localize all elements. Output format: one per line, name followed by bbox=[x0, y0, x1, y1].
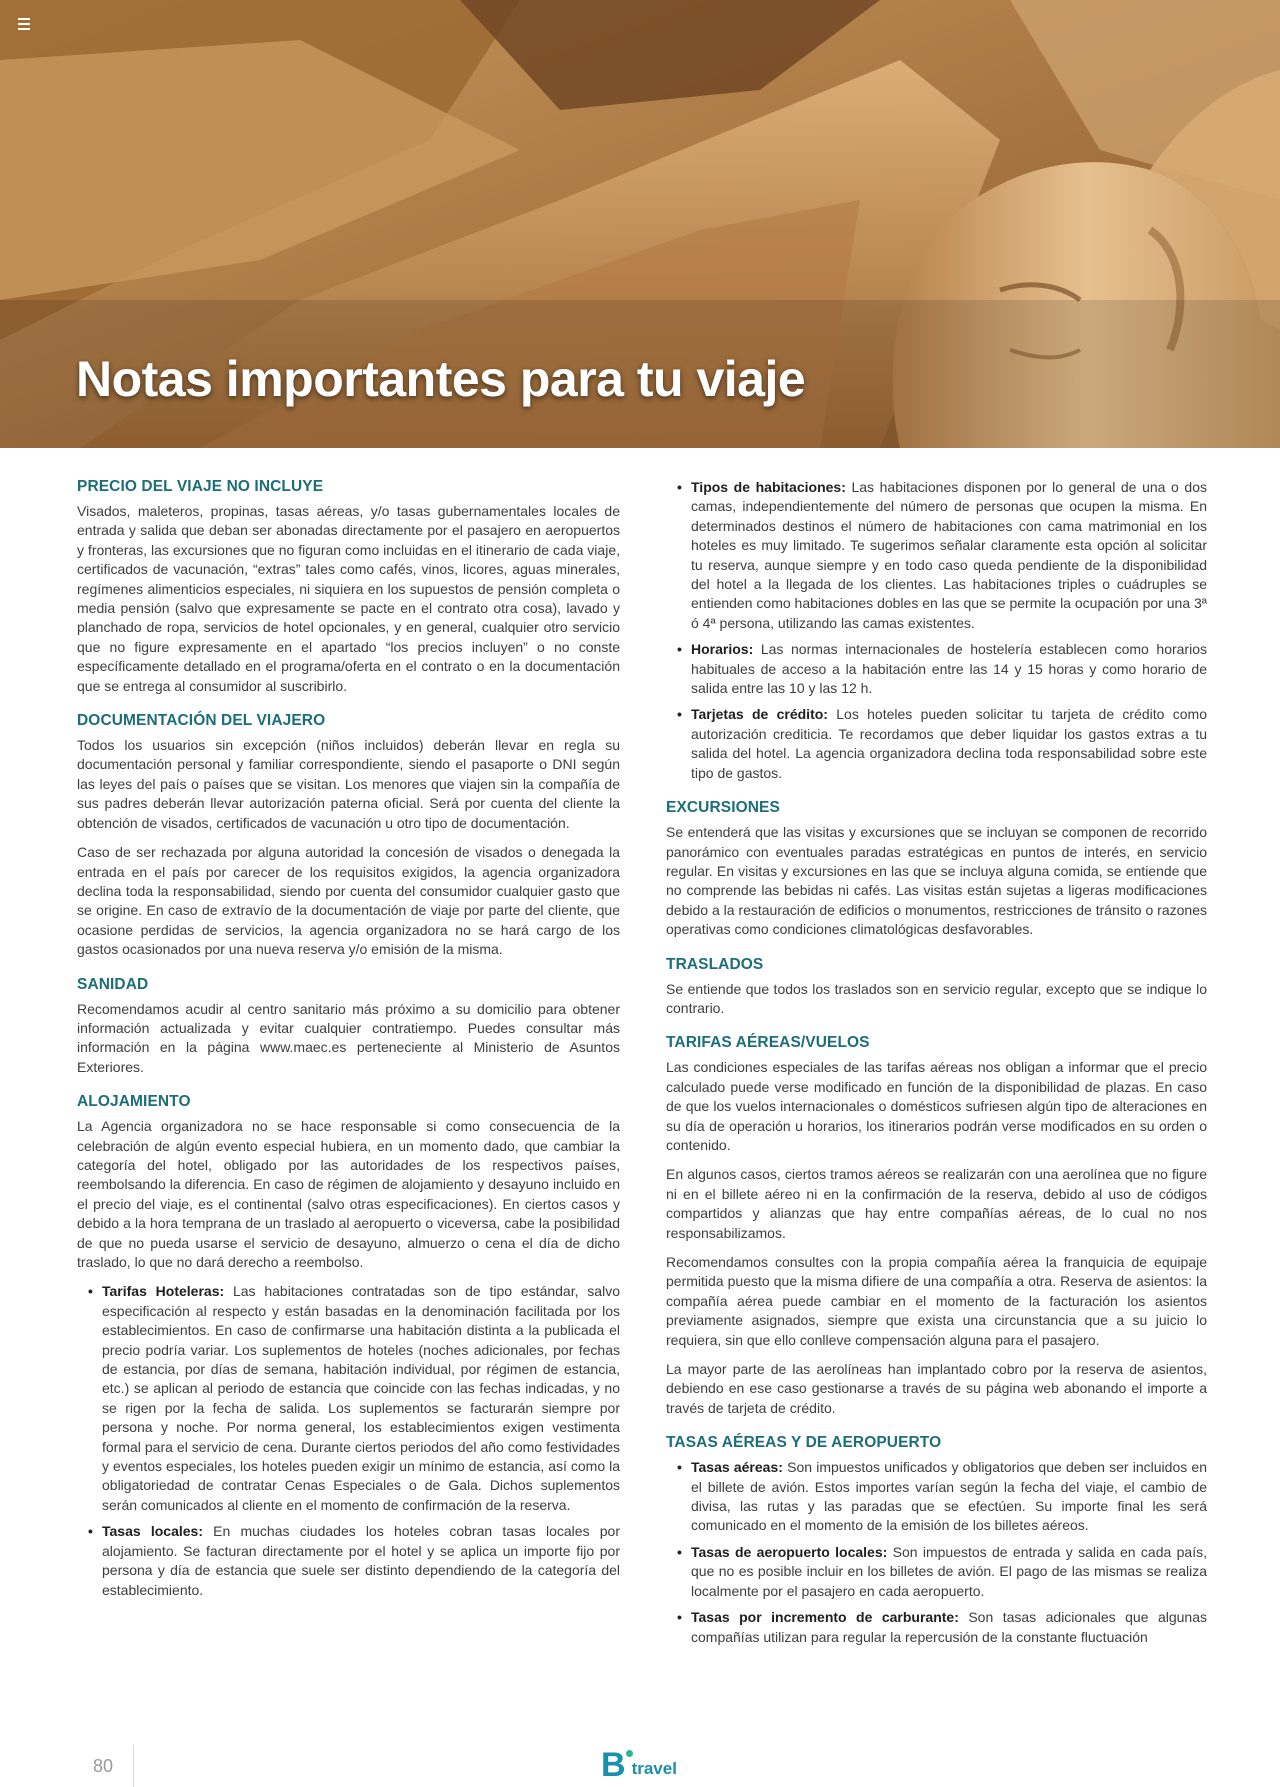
bullet-term: Tarjetas de crédito: bbox=[691, 706, 828, 723]
section-heading: SANIDAD bbox=[77, 975, 149, 993]
footer-divider bbox=[133, 1745, 134, 1787]
section-traslados bbox=[666, 956, 1207, 1019]
section-heading: DOCUMENTACIÓN DEL VIAJERO bbox=[77, 712, 326, 730]
logo-letter: B bbox=[601, 1748, 626, 1782]
section-heading: EXCURSIONES bbox=[666, 799, 780, 817]
section-sanidad bbox=[77, 976, 620, 1078]
paragraph: Caso de ser rechazada por alguna autoridad la concesión de visados o denegada la entrada en el país por carecer de los requisitos exigidos, la agencia organizadora declina toda la responsabilidad, siendo por cuenta del consumidor cualquier gasto que se origine. En caso de extravío de la documentación de viaje por parte del cliente, que ocasione perdidas de servicios, la agencia organizadora no se hará cargo de los gastos ocasionados por una nueva reserva y/o emisión de la misma. bbox=[77, 844, 620, 958]
bullet-term: Tasas por incremento de carburante: bbox=[691, 1609, 959, 1626]
paragraph: Todos los usuarios sin excepción (niños incluidos) deberán llevar en regla su documentación personal y familiar correspondiente, siendo el pasaporte o DNI según las leyes del país o países que se visitan. Los menores que viajen sin la compañía de sus padres deberán llevar autorización paterna oficial. Será por cuenta del cliente la obtención de visados, certificados de vacunación u otro tipo de documentación. bbox=[77, 737, 620, 831]
list-item bbox=[666, 640, 1207, 698]
paragraph: Recomendamos acudir al centro sanitario más próximo a su domicilio para obtener información actualizada y evitar cualquier contratiempo. Puedes consultar más información en la página www.maec.es perteneciente al Ministerio de Asuntos Exteriores. bbox=[77, 1000, 620, 1075]
section-alojamiento bbox=[77, 1093, 620, 1600]
page-title: Notas importantes para tu viaje bbox=[76, 351, 806, 407]
bullet-term: Tipos de habitaciones: bbox=[691, 479, 846, 495]
bullet-text: Las habitaciones disponen por lo general de una o dos camas, independientemente del número de personas que ocupen la misma. En determinados destinos el número de habitaciones con cama matrimonial en los hoteles es muy limitado. Te sugerimos señalar claramente esta opción al solicitar tu reserva, aunque siempre y en todo caso queda pendiente de la disponibilidad del hotel a la llegada de los clientes. Las habitaciones triples o cuádruples se entienden como habitaciones dobles en las que se permite la ocupación por una 3ª ó 4ª persona, utilizando las camas existentes. bbox=[691, 479, 1207, 631]
section-tarifas-aereas bbox=[666, 1034, 1207, 1418]
section-alojamiento-cont bbox=[666, 478, 1207, 783]
section-precio bbox=[77, 478, 620, 696]
paragraph: Visados, maleteros, propinas, tasas aéreas, y/o tasas gubernamentales locales de entrada y salida que deban ser abonadas directamente por el pasajero en aeropuertos y fronteras, las excursiones que no figuran como incluidas en el itinerario de cada viaje, certificados de vacunación, “extras” tales como cafés, vinos, licores, aguas minerales, regímenes alimenticios especiales, ni siquiera en los supuestos de pensión completa o media pensión (salvo que expresamente se pacte en el contrato otra cosa), lavado y planchado de ropa, servicios de hotel opcionales, y en general, cualquier otro servicio que no figure expresamente en el apartado “los precios incluyen” o no conste específicamente detallado en el programa/oferta en el contrato o en la documentación que se entrega al consumidor al suscribirlo. bbox=[77, 503, 620, 694]
logo-dot bbox=[626, 1750, 633, 1757]
paragraph: Se entiende que todos los traslados son en servicio regular, excepto que se indique lo contrario. bbox=[666, 980, 1207, 1016]
bullet-list bbox=[666, 478, 1207, 783]
bullet-text: Son impuestos de entrada y salida en cada país, que no es posible incluir en los billetes de avión. El pago de las mismas se realiza localmente por el pasajero en cada aeropuerto. bbox=[691, 1543, 1207, 1599]
section-heading: TRASLADOS bbox=[666, 955, 764, 973]
section-heading: ALOJAMIENTO bbox=[77, 1093, 191, 1111]
page-number: 80 bbox=[93, 1756, 114, 1776]
bullet-term: Tasas locales: bbox=[102, 1523, 203, 1540]
bullet-text: Las habitaciones contratadas son de tipo estándar, salvo especificación al respecto y están basadas en la denominación facilitada por los establecimientos. En caso de confirmarse una habitación distinta a la publicada el precio podría variar. Los suplementos de hoteles (noches adicionales, por fechas de estancia, por días de semana, habitación individual, por régimen de estancia, etc.) se aplican al periodo de estancia que coincide con las fechas indicadas, y no se rigen por la fecha de salida. Los suplementos se facturarán siempre por persona y noche. Por norma general, los establecimientos exigen vestimenta formal para el servicio de cena. Durante ciertos periodos del año como festividades y eventos especiales, los hoteles pueden exigir un mínimo de estancia, así como la obligatoriedad de contratar Cenas Especiales o de Gala. Dichos suplementos serán comunicados al cliente en el momento de confirmación de la reserva. bbox=[102, 1283, 620, 1513]
bullet-term: Horarios: bbox=[691, 641, 754, 658]
left-column bbox=[77, 478, 620, 1616]
section-tasas bbox=[666, 1434, 1207, 1647]
paragraph: Las condiciones especiales de las tarifas aéreas nos obligan a informar que el precio calculado puede verse modificado en función de la disponibilidad de plazas. En caso de que los vuelos internacionales o domésticos sufriesen algún tipo de alteraciones en su día de operación u horarios, los itinerarios podrán verse modificados en su orden o contenido. bbox=[666, 1059, 1207, 1153]
section-heading: PRECIO DEL VIAJE NO INCLUYE bbox=[77, 478, 324, 495]
bullet-term: Tasas de aeropuerto locales: bbox=[691, 1543, 888, 1560]
bullet-text: Son tasas adicionales que algunas compañías utilizan para regular la repercusión de la constante fluctuación bbox=[691, 1609, 1207, 1645]
list-item bbox=[666, 1543, 1207, 1601]
section-heading: TARIFAS AÉREAS/VUELOS bbox=[666, 1034, 870, 1052]
bullet-text: Son impuestos unificados y obligatorios que deben ser incluidos en el billete de avión. Estos importes varían según la fecha del viaje, el cambio de divisa, las rutas y las paradas que se efectúen. Su importe final les será comunicado en el momento de la emisión de los billetes aéreos. bbox=[691, 1459, 1207, 1534]
list-item bbox=[77, 1282, 620, 1515]
paragraph: Recomendamos consultes con la propia compañía aérea la franquicia de equipaje permitida puesto que la misma difiere de una compañía a otra. Reserva de asientos: la compañía aérea puede cambiar en el momento de la facturación los asientos previamente asignados, siempre que exista una circunstancia que a su juicio lo requiera, sin que ello conlleve compensación alguna para el pasajero. bbox=[666, 1254, 1207, 1348]
paragraph: En algunos casos, ciertos tramos aéreos se realizarán con una aerolínea que no figure ni en el billete aéreo ni en la confirmación de la reserva, debido al uso de códigos compartidos y alianzas que hay entre compañías aéreas, de lo cual no nos responsabilizamos. bbox=[666, 1166, 1207, 1241]
bullet-term: Tarifas Hoteleras: bbox=[102, 1283, 225, 1300]
hero-banner bbox=[0, 0, 1280, 448]
menu-icon[interactable] bbox=[18, 18, 30, 30]
paragraph: La mayor parte de las aerolíneas han implantado cobro por la reserva de asientos, debiendo en ese caso gestionarse a través de su página web abonando el importe a través de tarjeta de crédito. bbox=[666, 1361, 1207, 1416]
list-item bbox=[666, 478, 1207, 633]
bullet-text: En muchas ciudades los hoteles cobran tasas locales por alojamiento. Se facturan directamente por el hotel y se aplica un importe fijo por persona y día de estancia que suele ser distinto dependiendo de la categoría del establecimiento. bbox=[102, 1523, 620, 1598]
section-documentacion bbox=[77, 712, 620, 959]
right-column bbox=[666, 478, 1207, 1663]
list-item bbox=[666, 1608, 1207, 1647]
bullet-text: Las normas internacionales de hostelería establecen como horarios habituales de acceso a la habitación entre las 14 y 15 horas y como horario de salida entre las 10 y las 12 h. bbox=[691, 641, 1207, 697]
paragraph: La Agencia organizadora no se hace responsable si como consecuencia de la celebración de algún evento especial hubiera, en un momento dado, que cambiar la categoría del hotel, obligado por las autoridades de los respectivos países, reembolsando la diferencia. En caso de régimen de alojamiento y desayuno incluido en el precio del viaje, es el continental (salvo otras especificaciones). En ciertos casos y debido a la hora temprana de un traslado al aeropuerto o viceversa, cabe la posibilidad de que no pueda usarse el servicio de desayuno, almuerzo o cena el día de dicho traslado, lo que no dará derecho a reembolso. bbox=[77, 1118, 620, 1270]
bullet-text: Los hoteles pueden solicitar tu tarjeta de crédito como autorización crediticia. Te recordamos que deber liquidar los gastos extras a tu salida del hotel. La agencia organizadora declina toda responsabilidad sobre este tipo de gastos. bbox=[691, 706, 1207, 781]
bullet-term: Tasas aéreas: bbox=[691, 1459, 783, 1476]
list-item bbox=[666, 705, 1207, 783]
bullet-list bbox=[77, 1282, 620, 1600]
list-item bbox=[666, 1458, 1207, 1536]
logo-text: travel bbox=[631, 1759, 677, 1778]
section-excursiones bbox=[666, 799, 1207, 939]
section-heading: TASAS AÉREAS Y DE AEROPUERTO bbox=[666, 1434, 942, 1452]
btravel-logo bbox=[601, 1746, 677, 1782]
bullet-list bbox=[666, 1458, 1207, 1647]
paragraph: Se entenderá que las visitas y excursiones que se incluyan se componen de recorrido panorámico con eventuales paradas estratégicas en puntos de interés, en servicio regular. En visitas y excursiones en las que se incluya alguna comida, se entiende que no comprende las bebidas ni cafés. Las visitas están sujetas a ligeras modificaciones debido a la restauración de edificios o monumentos, restricciones de tránsito o razones operativas como condiciones climatológicas desfavorables. bbox=[666, 824, 1207, 938]
list-item bbox=[77, 1522, 620, 1600]
